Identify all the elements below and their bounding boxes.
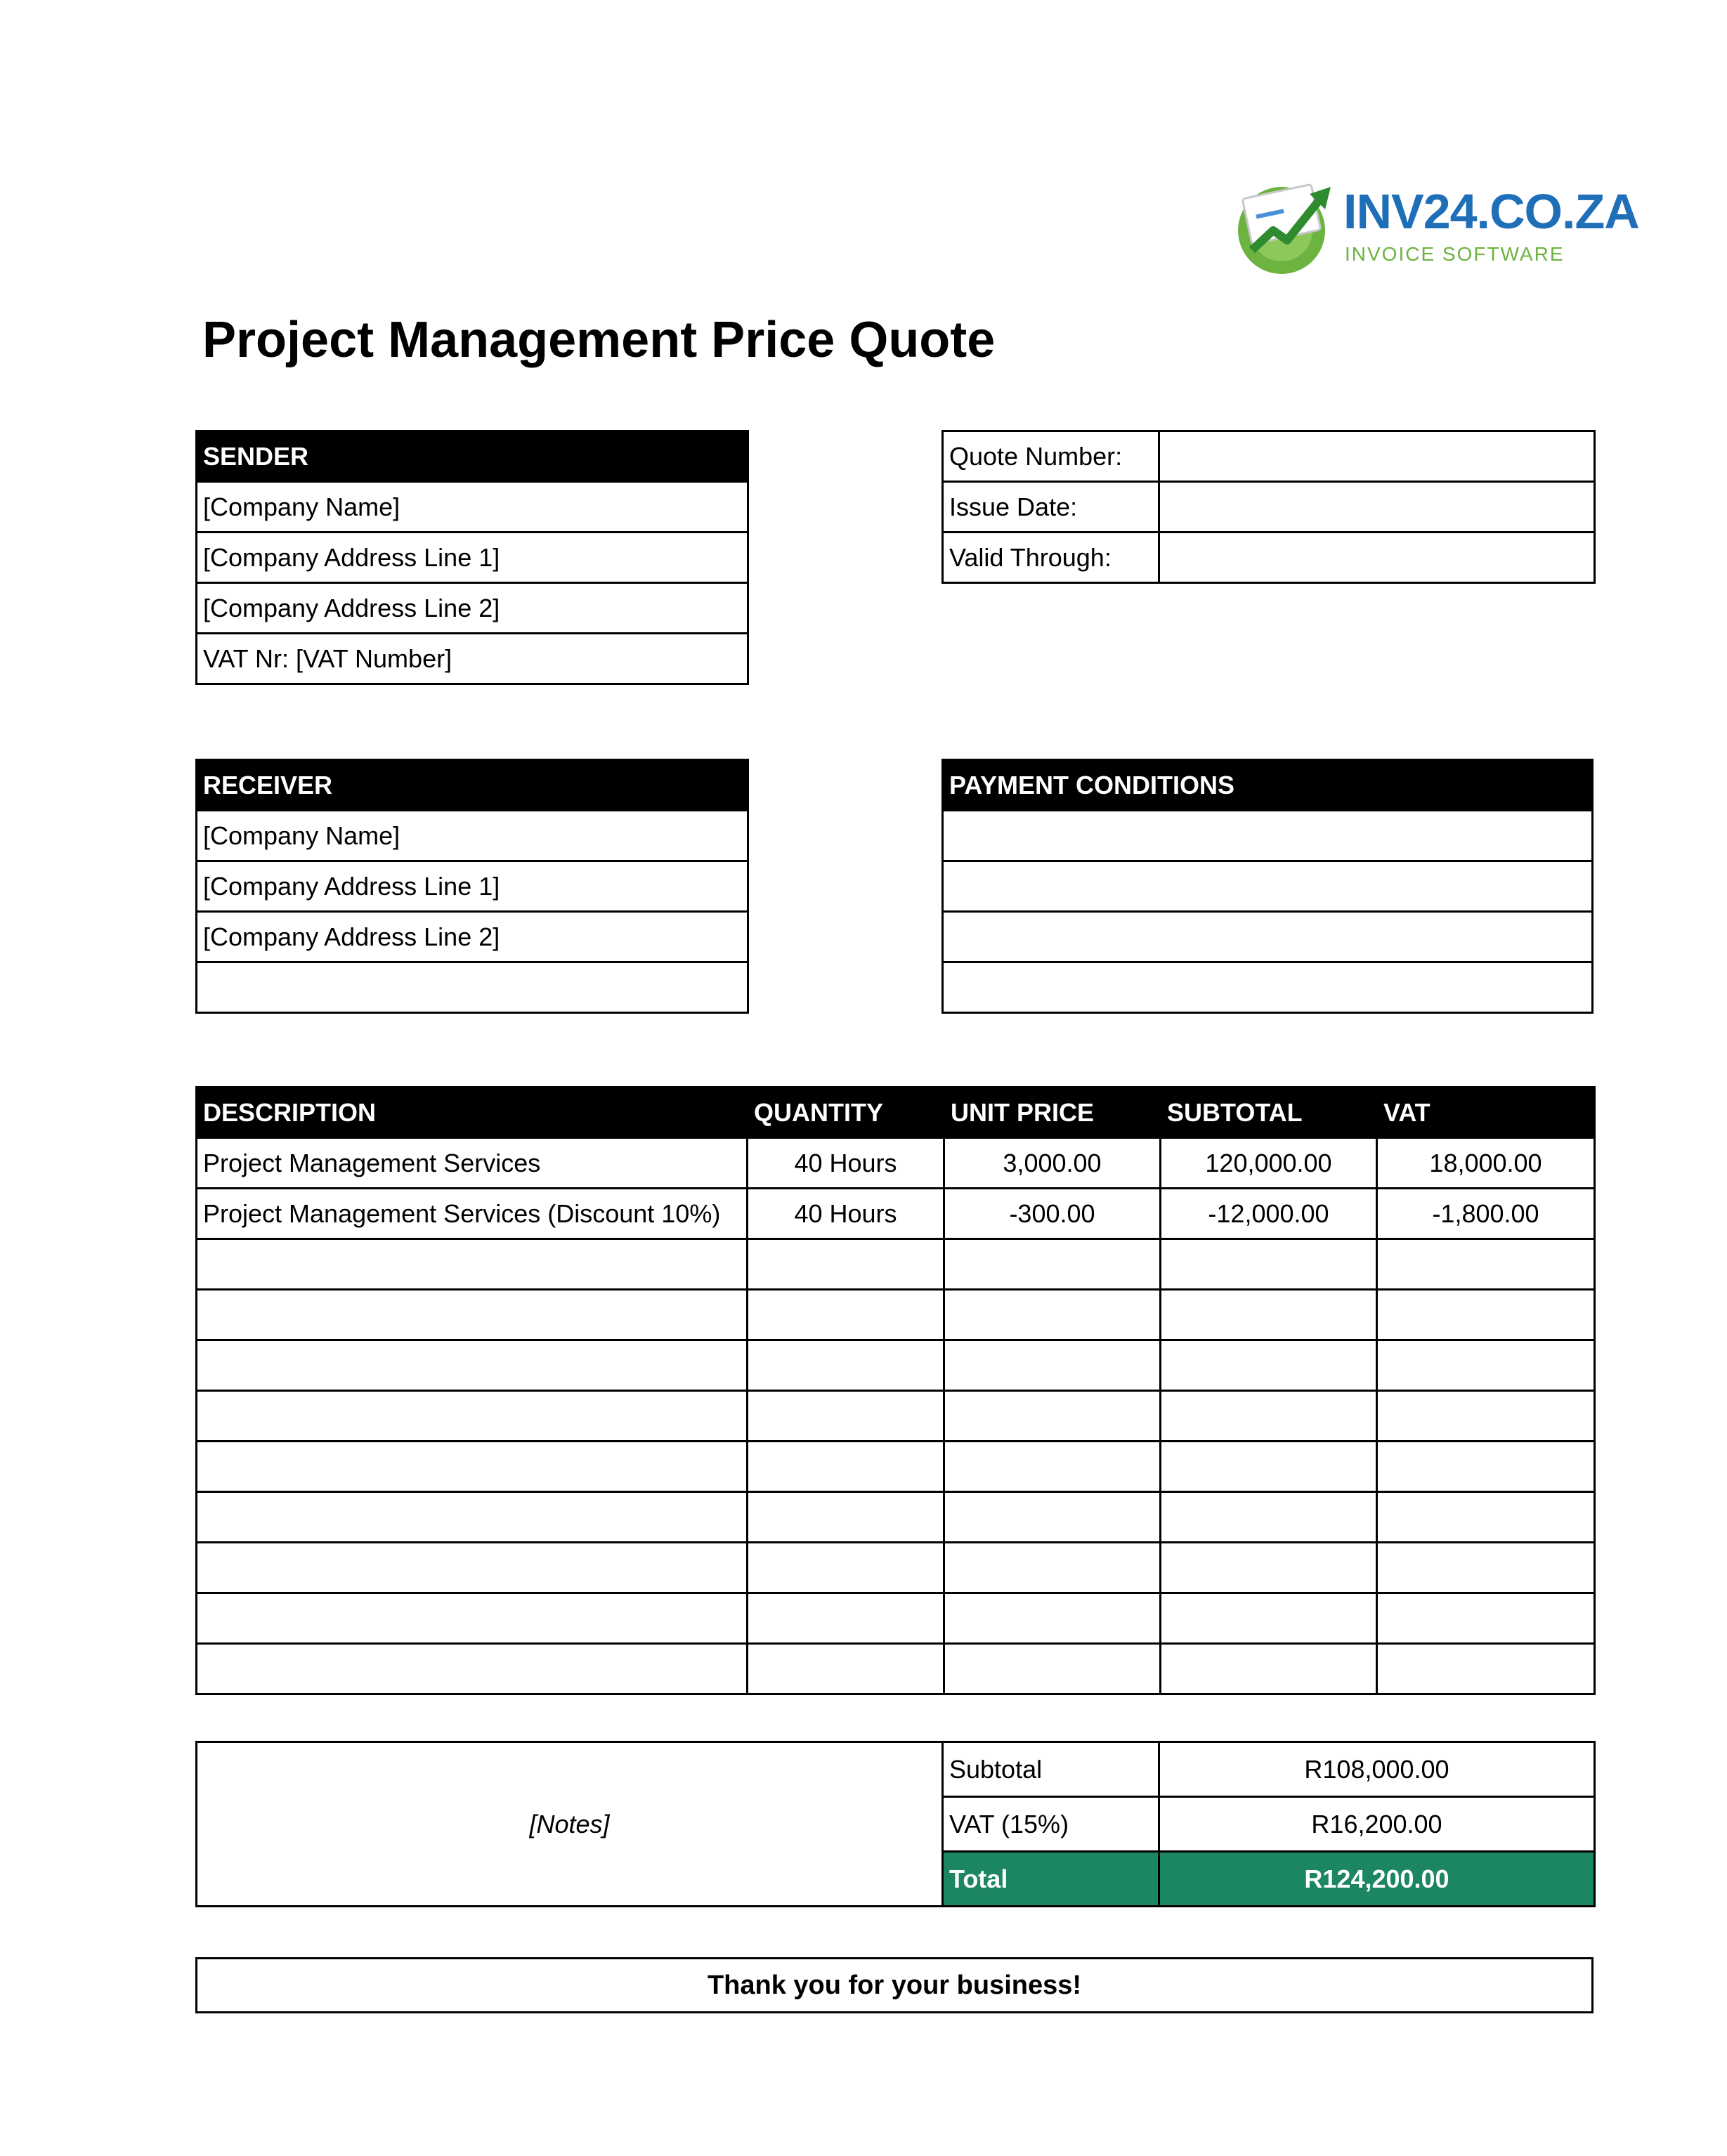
invoice-chart-icon	[1231, 173, 1343, 278]
logo-brand: INV24.CO.ZA	[1343, 184, 1639, 239]
item-subtotal	[1161, 1290, 1377, 1340]
item-unit-price	[944, 1340, 1161, 1391]
item-description	[197, 1340, 748, 1391]
item-subtotal	[1161, 1644, 1377, 1694]
item-vat	[1377, 1391, 1595, 1442]
total-label: Total	[943, 1852, 1159, 1907]
item-unit-price	[944, 1391, 1161, 1442]
item-description	[197, 1543, 748, 1593]
table-row	[197, 1340, 1595, 1391]
sender-line: [Company Address Line 1]	[197, 533, 748, 583]
item-unit-price	[944, 1492, 1161, 1543]
valid-through-field[interactable]	[1159, 533, 1595, 583]
item-unit-price	[944, 1543, 1161, 1593]
sender-line: VAT Nr: [VAT Number]	[197, 634, 748, 684]
item-vat: -1,800.00	[1377, 1189, 1595, 1239]
table-row	[197, 1442, 1595, 1492]
item-subtotal	[1161, 1442, 1377, 1492]
sender-table	[195, 430, 749, 685]
item-unit-price	[944, 1442, 1161, 1492]
notes-area[interactable]: [Notes]	[197, 1742, 943, 1907]
subtotal-value: R108,000.00	[1159, 1742, 1595, 1797]
item-description	[197, 1442, 748, 1492]
logo-tagline: INVOICE SOFTWARE	[1345, 243, 1565, 265]
column-header-description: DESCRIPTION	[197, 1087, 748, 1138]
item-vat	[1377, 1340, 1595, 1391]
sender-line: [Company Name]	[197, 482, 748, 533]
item-subtotal	[1161, 1391, 1377, 1442]
item-quantity	[748, 1442, 944, 1492]
item-vat	[1377, 1543, 1595, 1593]
thank-you-message: Thank you for your business!	[195, 1957, 1594, 2013]
item-quantity	[748, 1290, 944, 1340]
receiver-line: [Company Name]	[197, 811, 748, 861]
item-description: Project Management Services	[197, 1138, 748, 1189]
item-description	[197, 1239, 748, 1290]
table-row	[197, 1492, 1595, 1543]
receiver-line: [Company Address Line 2]	[197, 912, 748, 962]
item-vat	[1377, 1239, 1595, 1290]
quote-info-table	[941, 430, 1596, 584]
quote-number-field[interactable]	[1159, 431, 1595, 482]
line-items-table	[195, 1086, 1596, 1695]
item-description: Project Management Services (Discount 10%)	[197, 1189, 748, 1239]
receiver-table	[195, 759, 749, 1014]
sender-line: [Company Address Line 2]	[197, 583, 748, 634]
totals-table	[195, 1741, 1596, 1907]
quote-number-label: Quote Number:	[943, 431, 1159, 482]
payment-conditions-header: PAYMENT CONDITIONS	[943, 760, 1593, 811]
item-description	[197, 1391, 748, 1442]
item-description	[197, 1644, 748, 1694]
item-unit-price	[944, 1593, 1161, 1644]
item-vat	[1377, 1644, 1595, 1694]
item-quantity	[748, 1340, 944, 1391]
receiver-header: RECEIVER	[197, 760, 748, 811]
table-row	[197, 1543, 1595, 1593]
item-subtotal: 120,000.00	[1161, 1138, 1377, 1189]
item-unit-price	[944, 1239, 1161, 1290]
total-value: R124,200.00	[1159, 1852, 1595, 1907]
item-vat	[1377, 1492, 1595, 1543]
valid-through-label: Valid Through:	[943, 533, 1159, 583]
item-quantity: 40 Hours	[748, 1189, 944, 1239]
column-header-quantity: QUANTITY	[748, 1087, 944, 1138]
item-quantity	[748, 1593, 944, 1644]
item-description	[197, 1492, 748, 1543]
vat-value: R16,200.00	[1159, 1797, 1595, 1852]
item-vat	[1377, 1593, 1595, 1644]
company-logo	[1231, 173, 1639, 278]
item-unit-price	[944, 1644, 1161, 1694]
column-header-subtotal: SUBTOTAL	[1161, 1087, 1377, 1138]
item-unit-price	[944, 1290, 1161, 1340]
payment-condition-line[interactable]	[943, 811, 1593, 861]
subtotal-label: Subtotal	[943, 1742, 1159, 1797]
item-quantity	[748, 1644, 944, 1694]
issue-date-label: Issue Date:	[943, 482, 1159, 533]
item-subtotal	[1161, 1340, 1377, 1391]
item-unit-price: 3,000.00	[944, 1138, 1161, 1189]
item-quantity	[748, 1239, 944, 1290]
table-row	[197, 1290, 1595, 1340]
table-row	[197, 1593, 1595, 1644]
item-quantity: 40 Hours	[748, 1138, 944, 1189]
table-row	[197, 1391, 1595, 1442]
item-description	[197, 1593, 748, 1644]
receiver-line: [Company Address Line 1]	[197, 861, 748, 912]
payment-condition-line[interactable]	[943, 962, 1593, 1013]
table-row	[197, 1138, 1595, 1189]
item-vat	[1377, 1442, 1595, 1492]
item-vat	[1377, 1290, 1595, 1340]
column-header-vat: VAT	[1377, 1087, 1595, 1138]
item-quantity	[748, 1492, 944, 1543]
item-unit-price: -300.00	[944, 1189, 1161, 1239]
item-vat: 18,000.00	[1377, 1138, 1595, 1189]
page-title: Project Management Price Quote	[202, 312, 996, 368]
issue-date-field[interactable]	[1159, 482, 1595, 533]
receiver-line	[197, 962, 748, 1013]
table-row	[197, 1189, 1595, 1239]
item-subtotal	[1161, 1593, 1377, 1644]
column-header-unit-price: UNIT PRICE	[944, 1087, 1161, 1138]
payment-conditions-table	[941, 759, 1594, 1014]
item-subtotal	[1161, 1543, 1377, 1593]
vat-label: VAT (15%)	[943, 1797, 1159, 1852]
sender-header: SENDER	[197, 431, 748, 482]
payment-condition-line[interactable]	[943, 861, 1593, 912]
table-row	[197, 1239, 1595, 1290]
payment-condition-line[interactable]	[943, 912, 1593, 962]
table-row	[197, 1644, 1595, 1694]
item-quantity	[748, 1543, 944, 1593]
item-subtotal	[1161, 1492, 1377, 1543]
item-description	[197, 1290, 748, 1340]
item-subtotal: -12,000.00	[1161, 1189, 1377, 1239]
item-quantity	[748, 1391, 944, 1442]
item-subtotal	[1161, 1239, 1377, 1290]
